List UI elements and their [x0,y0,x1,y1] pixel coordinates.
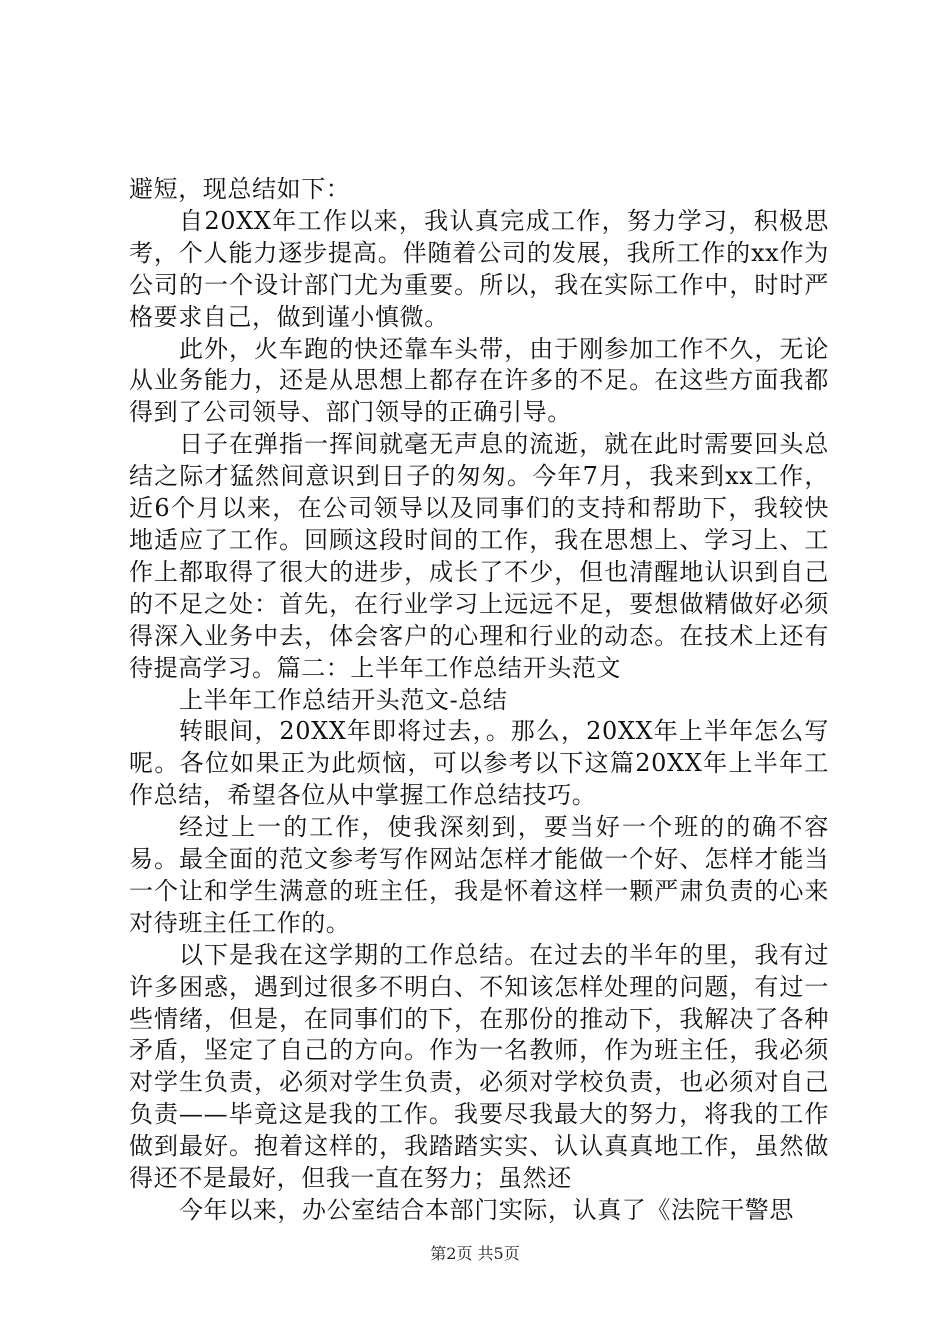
paragraph-3: 此外，火车跑的快还靠车头带，由于刚参加工作不久，无论从业务能力，还是从思想上都存在许多的不足。在这些方面我都得到了公司领导、部门领导的正确引导。 [129,334,829,427]
paragraph-8: 以下是我在这学期的工作总结。在过去的半年的里，我有过许多困惑，遇到过很多不明白、不知该怎样处理的问题，有过一些情绪，但是，在同事们的下，在那份的推动下，我解决了各种矛盾，坚定了自己的方向。作为一名教师，作为班主任，我必须对学生负责，必须对学生负责，必须对学校负责，也必须对自己负责——毕竟这是我的工作。我要尽我最大的努力，将我的工作做到最好。抱着这样的，我踏踏实实、认认真真地工作，虽然做得还不是最好，但我一直在努力；虽然还 [129,940,829,1193]
page-footer [0,1244,950,1264]
paragraph-6: 转眼间，20XX年即将过去，。那么，20XX年上半年怎么写呢。各位如果正为此烦恼，可以参考以下这篇20XX年上半年工作总结，希望各位从中掌握工作总结技巧。 [129,717,829,810]
paragraph-2: 自20XX年工作以来，我认真完成工作，努力学习，积极思考，个人能力逐步提高。伴随着公司的发展，我所工作的xx作为公司的一个设计部门尤为重要。所以，我在实际工作中，时时严格要求自己，做到谨小慎微。 [129,206,829,331]
paragraph-9: 今年以来，办公室结合本部门实际，认真了《法院干警思 [179,1196,794,1224]
paragraph-7: 经过上一的工作，使我深刻到，要当好一个班的的确不容易。最全面的范文参考写作网站怎样才能做一个好、怎样才能当一个让和学生满意的班主任，我是怀着这样一颗严肃负责的心来对待班主任工作的。 [129,813,829,937]
document-body [129,174,829,1227]
paragraph-1: 避短，现总结如下： [129,175,351,203]
paragraph-4: 日子在弹指一挥间就毫无声息的流逝，就在此时需要回头总结之际才猛然间意识到日子的匆匆。今年7月，我来到xx工作，近6个月以来，在公司领导以及同事们的支持和帮助下，我较快地适应了工作。回顾这段时间的工作，我在思想上、学习上、工作上都取得了很大的进步，成长了不少，但也清醒地认识到自己的不足之处：首先，在行业学习上远远不足，要想做精做好必须得深入业务中去，体会客户的心理和行业的动态。在技术上还有待提高学习。篇二：上半年工作总结开头范文 [129,430,829,682]
section-subtitle: 上半年工作总结开头范文-总结 [179,685,508,714]
page-number-label: 第2页 共5页 [430,1244,520,1263]
